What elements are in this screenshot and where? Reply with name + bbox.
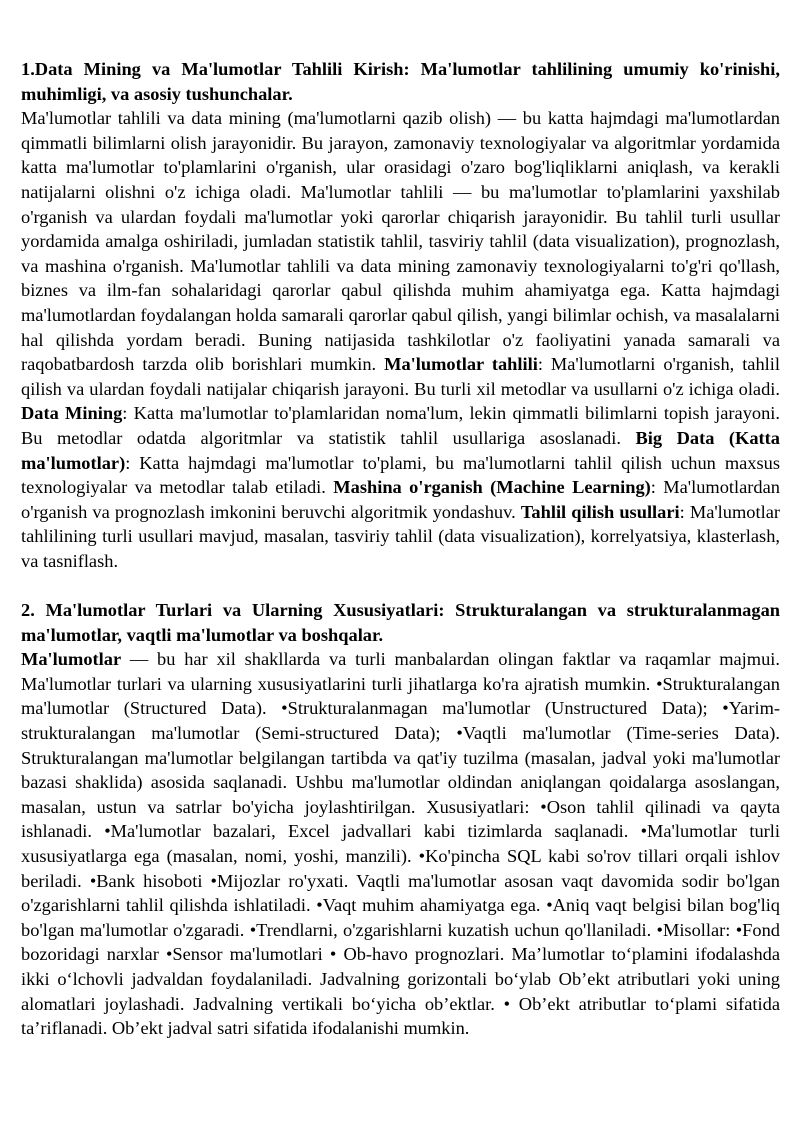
section-1-body-text: Ma'lumotlar tahlili va data mining (ma'lumotlarni qazib olish) — bu katta hajmdagi ma'lumotlardan qimmatli bilimlarni olish jarayonidir. Bu jarayon, zamonaviy texnologiyalar va algoritmlar yordamida katta ma'lumotlar to'plamlarini o'rganish, ular orasidagi o'zaro bog'liqliklarni aniqlash, va kerakli natijalarni olishni o'z ichiga oladi. Ma'lumotlar tahlili — bu ma'lumotlar to'plamlarini yaxshilab o'rganish va ulardan foydali ma'lumotlar yoki qarorlar chiqarish jarayonidir. Bu tahlil turli usullar yordamida amalga oshiriladi, jumladan statistik tahlil, tasviriy tahlil (data visualization), prognozlash, va mashina o'rganish. Ma'lumotlar tahlili va data mining zamonaviy texnologiyalarni to'g'ri qo'llash, biznes va ilm-fan sohalaridagi qarorlar qabul qilishda muhim ahamiyatga ega. Katta hajmdagi ma'lumotlardan foydalangan holda samarali qarorlar qabul qilish, yangi bilimlar ochish, va masalalarni hal qilishda yordam beradi. Buning natijasida tashkilotlar o'z faoliyatini yanada samarali va raqobatbardosh tarzda olib borishlari mumkin. <box>21 108 780 375</box>
section-1-paragraph <box>21 106 780 573</box>
section-2-heading: 2. Ma'lumotlar Turlari va Ularning Xususiyatlari: Strukturalangan va strukturalanmagan ma'lumotlar, vaqtli ma'lumotlar va boshqalar. <box>21 600 780 645</box>
section-2-body-text: — bu har xil shakllarda va turli manbalardan olingan faktlar va raqamlar majmui. Ma'lumotlar turlari va ularning xususiyatlarini turli jihatlarga ko'ra ajratish mumkin. •Strukturalangan ma'lumotlar (Structured Data). •Strukturalanmagan ma'lumotlar (Unstructured Data); •Yarim-strukturalangan ma'lumotlar (Semi-structured Data); •Vaqtli ma'lumotlar (Time-series Data). Strukturalangan ma'lumotlar belgilangan tartibda va qat'iy tuzilma (masalan, jadval yoki ma'lumotlar bazasi shaklida) asosida saqlanadi. Ushbu ma'lumotlar oldindan aniqlangan qoidalarga asoslangan, masalan, ustun va satrlar bo'yicha joylashtirilgan. Xususiyatlari: •Oson tahlil qilinadi va qayta ishlanadi. •Ma'lumotlar bazalari, Excel jadvallari kabi tizimlarda saqlanadi. •Ma'lumotlar turli xususiyatlarga ega (masalan, nomi, yoshi, manzili). •Ko'pincha SQL kabi so'rov tillari orqali ishlov beriladi. •Bank hisoboti •Mijozlar ro'yxati. Vaqtli ma'lumotlar asosan vaqt davomida sodir bo'lgan o'zgarishlarni tahlil qilishda ishlatiladi. •Vaqt muhim ahamiyatga ega. •Aniq vaqt belgisi bilan bog'liq bo'lgan ma'lumotlar o'zgaradi. •Trendlarni, o'zgarishlarni kuzatish uchun qo'llaniladi. •Misollar: •Fond bozoridagi narxlar •Sensor ma'lumotlari • Ob-havo prognozlari. Ma’lumotlar to‘plamini ifodalashda ikki o‘lchovli jadvaldan foydalaniladi. Jadvalning gorizontali bo‘ylab Ob’ekt atributlari yoki uning alomatlari joylashadi. Jadvalning vertikali bo‘yicha ob’ektlar. • Ob’ekt atributlar to‘plami sifatida ta’riflanadi. Ob’ekt jadval satri sifatida ifodalanishi mumkin. <box>21 649 780 1039</box>
definition-big-data: : Katta hajmdagi ma'lumotlar to'plami, bu ma'lumotlarni tahlil qilish uchun maxsus texnologiyalar va metodlar talab etiladi. <box>21 452 780 498</box>
definition-machine-learning: : Ma'lumotlardan o'rganish va prognozlash imkonini beruvchi algoritmik yondashuv. <box>21 477 780 522</box>
section-2-paragraph <box>21 647 780 1041</box>
definition-data-mining: : Katta ma'lumotlar to'plamlaridan noma'lum, lekin qimmatli bilimlarni topish jarayoni. Bu metodlar odatda algoritmlar va statistik tahlil usullariga asoslanadi. <box>21 403 781 448</box>
term-tahlil-usullari: Tahlil qilish usullari <box>520 501 680 522</box>
definition-malumotlar-tahlili: : Ma'lumotlarni o'rganish, tahlil qilish va ulardan foydali natijalar chiqarish jarayoni. Bu turli xil metodlar va usullarni o'z ichiga oladi. <box>21 354 780 399</box>
term-data-mining: Data Mining <box>21 403 123 424</box>
term-machine-learning: Mashina o'rganish (Machine Learning) <box>333 477 651 498</box>
term-malumotlar: Ma'lumotlar <box>21 649 122 670</box>
section-1-heading: 1.Data Mining va Ma'lumotlar Tahlili Kirish: Ma'lumotlar tahlilining umumiy ko'rinishi, muhimligi, va asosiy tushunchalar. <box>21 59 780 104</box>
definition-tahlil-usullari: : Ma'lumotlar tahlilining turli usullari mavjud, masalan, tasviriy tahlil (data visualization), korrelyatsiya, klasterlash, va tasniflash. <box>21 501 780 571</box>
section-spacer <box>21 573 780 598</box>
term-malumotlar-tahlili: Ma'lumotlar tahlili <box>384 354 538 375</box>
term-big-data: Big Data (Katta ma'lumotlar) <box>21 427 780 473</box>
